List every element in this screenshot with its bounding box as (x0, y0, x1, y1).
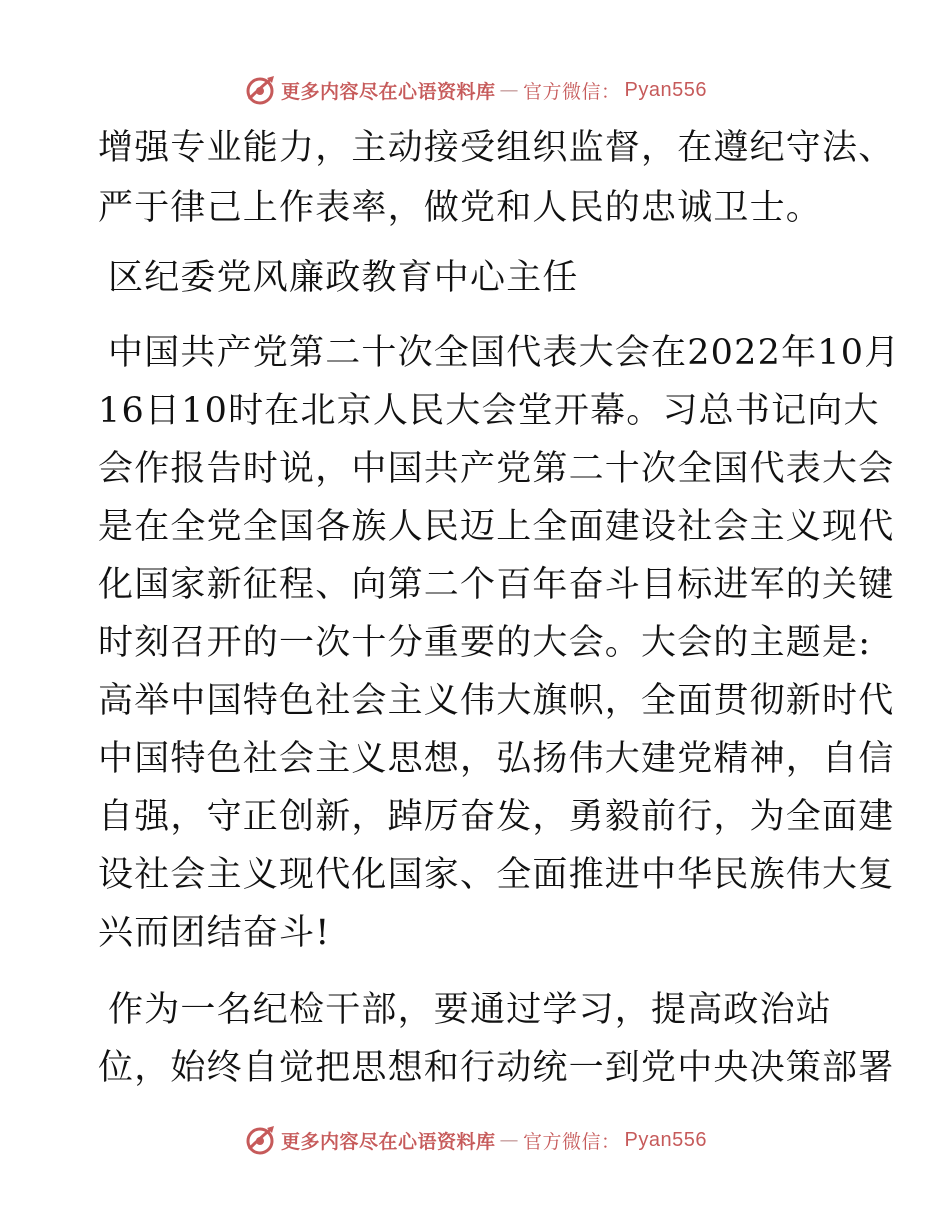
watermark-sub-text: 官方微信： (523, 80, 621, 103)
watermark-sub-text: 官方微信： (523, 1130, 621, 1153)
watermark-separator: — (499, 1129, 520, 1151)
paragraph-3-line-7: 高举中国特色社会主义伟大旗帜，全面贯彻新时代 (98, 681, 895, 721)
watermark-separator: — (499, 79, 520, 101)
watermark-account: Pyan556 (624, 1128, 707, 1151)
paragraph-3-line-6: 时刻召开的一次十分重要的大会。大会的主题是: (98, 623, 872, 663)
paragraph-4-line-1: 作为一名纪检干部，要通过学习，提高政治站 (108, 990, 833, 1030)
paragraph-3-line-2: 16日10时在北京人民大会堂开幕。习总书记向大 (98, 391, 880, 431)
paragraph-3-line-4: 是在全党全国各族人民迈上全面建设社会主义现代 (98, 507, 895, 547)
watermark-main-text: 更多内容尽在心语资料库 (281, 80, 496, 103)
paragraph-2-line-1: 区纪委党风廉政教育中心主任 (108, 258, 579, 298)
watermark-main-text: 更多内容尽在心语资料库 (281, 1130, 496, 1153)
paragraph-1-line-1: 增强专业能力，主动接受组织监督，在遵纪守法、 (98, 128, 895, 168)
paragraph-3-line-10: 设社会主义现代化国家、全面推进中华民族伟大复 (98, 855, 895, 895)
paragraph-3-line-11: 兴而团结奋斗! (98, 913, 331, 953)
watermark-footer (0, 1120, 950, 1160)
paragraph-4-line-2: 位，始终自觉把思想和行动统一到党中央决策部署 (98, 1048, 895, 1088)
paragraph-3-line-9: 自强，守正创新，踔厉奋发，勇毅前行，为全面建 (98, 797, 895, 837)
watermark-account: Pyan556 (624, 78, 707, 101)
paragraph-3-line-3: 会作报告时说，中国共产党第二十次全国代表大会 (98, 449, 895, 489)
pen-swirl-logo-icon (243, 1123, 277, 1157)
watermark-header (0, 70, 950, 110)
paragraph-3-line-8: 中国特色社会主义思想，弘扬伟大建党精神，自信 (98, 739, 895, 779)
paragraph-1-line-2: 严于律己上作表率，做党和人民的忠诚卫士。 (98, 188, 823, 228)
paragraph-3-line-5: 化国家新征程、向第二个百年奋斗目标进军的关键 (98, 565, 895, 605)
paragraph-3-line-1: 中国共产党第二十次全国代表大会在2022年10月 (108, 333, 901, 373)
pen-swirl-logo-icon (243, 73, 277, 107)
